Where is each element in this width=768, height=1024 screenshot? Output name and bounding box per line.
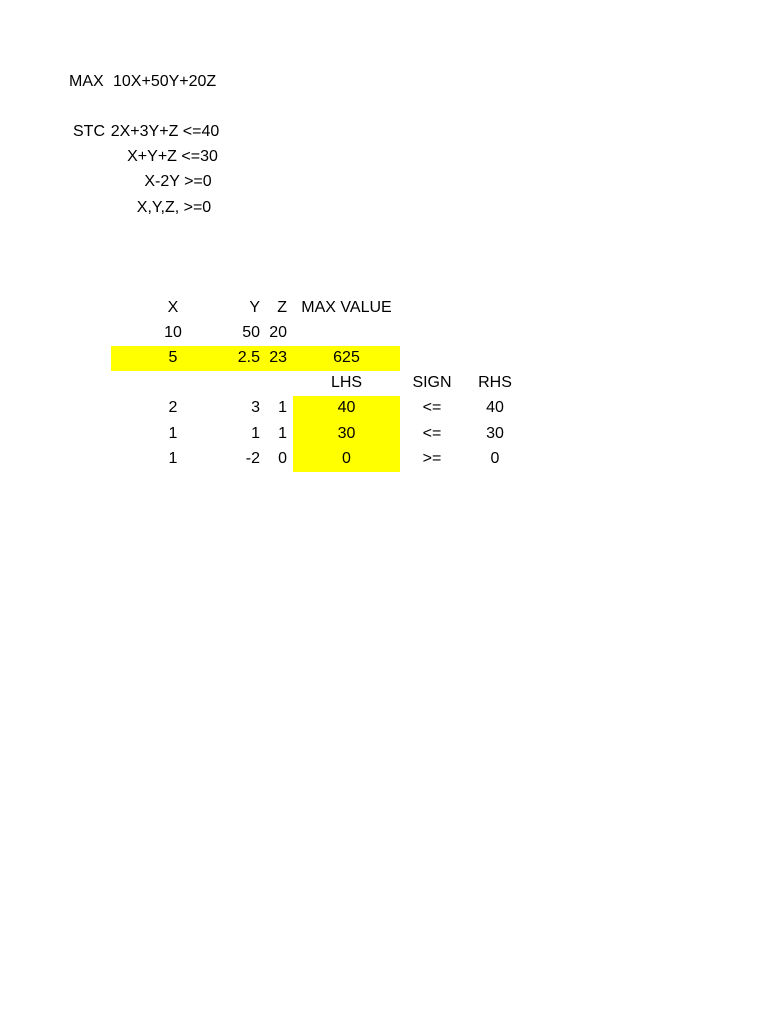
constraint-row-1-y: 3 [251, 399, 260, 416]
max-value: 625 [333, 349, 360, 366]
objective-label: MAX [69, 73, 104, 90]
header-lhs: LHS [330, 374, 363, 391]
constraint-row-3-sign: >= [422, 450, 442, 467]
constraint-row-3-y: -2 [245, 450, 260, 467]
constraint-2: X+Y+Z <=30 [127, 148, 218, 165]
coef-z: 20 [269, 324, 287, 341]
solution-z: 23 [269, 349, 287, 366]
header-sign: SIGN [412, 374, 452, 391]
constraint-row-1-x: 2 [168, 399, 178, 416]
constraint-row-1-sign: <= [422, 399, 442, 416]
constraint-row-3-x: 1 [168, 450, 178, 467]
constraint-row-2-z: 1 [278, 425, 287, 442]
constraint-3: X-2Y >=0 [144, 173, 212, 190]
constraint-row-1-z: 1 [278, 399, 287, 416]
coef-y: 50 [242, 324, 260, 341]
constraint-row-1-lhs: 40 [337, 399, 356, 416]
constraints-label: STC [73, 123, 105, 140]
constraint-row-2-sign: <= [422, 425, 442, 442]
objective-function: 10X+50Y+20Z [113, 73, 217, 90]
constraint-row-3-z: 0 [278, 450, 287, 467]
coef-x: 10 [164, 324, 182, 341]
constraint-row-1-rhs: 40 [486, 399, 504, 416]
constraint-row-2-lhs: 30 [337, 425, 356, 442]
solution-x: 5 [168, 349, 178, 366]
header-z: Z [277, 299, 287, 316]
constraint-4: X,Y,Z, >=0 [136, 199, 212, 216]
header-rhs: RHS [478, 374, 512, 391]
constraint-row-3-rhs: 0 [490, 450, 500, 467]
header-x: X [167, 299, 179, 316]
header-y: Y [249, 299, 260, 316]
constraint-1: 2X+3Y+Z <=40 [110, 123, 220, 140]
solution-y: 2.5 [237, 349, 260, 366]
constraint-row-2-y: 1 [251, 425, 260, 442]
constraint-row-2-x: 1 [168, 425, 178, 442]
constraint-row-3-lhs: 0 [342, 450, 351, 467]
header-max-value: MAX VALUE [301, 299, 392, 316]
constraint-row-2-rhs: 30 [486, 425, 504, 442]
